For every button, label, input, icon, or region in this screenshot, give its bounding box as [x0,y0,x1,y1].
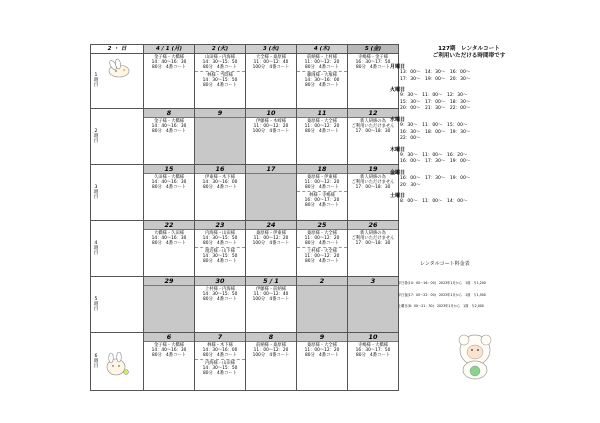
rate-line-weekday-day: 平日昼(10：00〜16：00) 2023年1月から 1面 ￥1,200 [398,281,486,285]
weekday-block [390,87,530,113]
schedule-table [90,44,399,391]
day-cell [144,165,195,221]
day-cell [297,277,348,333]
day-header-thu: 4 (木) [297,45,348,54]
available-times-list [390,64,530,206]
day-date: 8 [246,333,296,342]
booking-line: 14：30〜16：00 [202,180,238,186]
booking-line: 80分 4番コート [203,83,237,89]
day-date: 22 [144,221,194,230]
week-row [91,221,399,277]
weekday-block [390,117,530,143]
booking-line: 上村様・大全様 [306,249,338,255]
booking-line: 80分 4番コート [305,185,339,191]
weekday-block [390,64,530,83]
booking-line: 桑原様・伊東様 [255,231,287,236]
weekday-times: 9：30〜 11：00〜 15：00〜 16：30〜 18：00〜 19：30〜 22：00〜 [400,122,471,142]
day-date: 10 [246,109,296,118]
week-label-char: 目 [93,139,99,145]
booking-slot [297,174,347,190]
weekday-name: 金曜日 [390,169,406,176]
day-date: 26 [348,221,398,230]
booking-slot [195,247,245,264]
booking-line: 金子様・大橋様 [153,55,185,60]
booking-line: 内海様・山田様 [204,361,236,367]
booking-line: 14：30〜15：50 [202,366,238,372]
weekday-times: 8：00〜 11：00〜 14：00〜 [400,199,468,205]
day-date: 30 [195,277,245,286]
day-date: 10 [348,333,398,342]
day-date: 9 [297,333,347,342]
week-label-char: 週 [93,78,99,84]
week-label-cell [91,165,144,221]
week-label-char: 2 [94,128,98,134]
available-times-title-2: ご利用いただける時間帯です [432,53,506,59]
booking-line: 17：00〜18：30 [355,185,391,191]
booking-line: 桑原様・大全様 [306,343,338,348]
weekday-name: 土曜日 [390,193,406,200]
week-label-char: 1 [94,73,98,79]
booking-slot [297,71,347,88]
booking-line: 上村様・内海様 [204,287,236,292]
booking-slot [246,230,296,246]
day-header-wed: 3 (水) [246,45,297,54]
booking-line: 80分 4番コート [203,259,237,265]
booking-slot [195,359,245,376]
rates-title: レンタルコート料金表 [420,261,470,267]
booking-slot [297,230,347,246]
day-date: 19 [348,165,398,174]
week-row [91,333,399,391]
booking-slot [246,286,296,302]
rates-list [398,278,486,313]
day-date: 15 [144,165,194,174]
booking-line: 100分 4番コート [252,353,290,359]
available-times-title-1: 127期 レンタルコート [438,46,500,52]
day-date: 5 / 1 [246,277,296,286]
day-cell [144,54,195,109]
week-label-char: 目 [93,195,99,201]
booking-line: 11：00〜12：20 [304,254,340,260]
booking-line: 100分 4番コート [252,297,290,303]
booking-line: 100分 4番コート [252,241,290,247]
week-label [93,73,99,89]
booking-line: 80分 4番コート [203,371,237,377]
week-label-char: 週 [93,245,99,251]
day-cell [195,221,246,277]
day-cell [297,221,348,277]
week-label-cell [91,109,144,165]
booking-line: 11：00〜12：40 [253,60,289,66]
day-date: 6 [144,333,194,342]
week-label [93,185,99,201]
booking-slot [144,118,194,134]
booking-line: 14：30〜15：50 [202,254,238,260]
booking-line: 寺嶋様・大橋様 [357,343,389,348]
week-label-char: 目 [93,364,99,370]
weekday-name: 火曜日 [390,87,406,94]
booking-line: ご利用いただけません [351,124,395,130]
weekday-name: 水曜日 [390,116,406,123]
booking-line: 藤岡様・大塚様 [306,73,338,79]
booking-line: 新人研修の為 [360,119,386,124]
booking-line: 桑原様・大全様 [306,119,338,124]
booking-line: 80分 4番コート [356,353,390,359]
weekday-block [390,193,530,206]
weekday-name: 木曜日 [390,146,406,153]
booking-line: 11：00〜12：20 [304,60,340,66]
week-label-char: 週 [93,189,99,195]
booking-line: 80分 4番コート [203,185,237,191]
week-label-char: 目 [93,307,99,313]
day-cell [246,333,297,391]
booking-line: 14：40〜16：30 [151,348,187,354]
booking-line: 14：30〜15：50 [202,78,238,84]
weekday-times: 16：00〜 17：30〜 19：00〜 20：30〜 [400,175,471,188]
booking-line: 林様・当間様 [207,73,233,79]
booking-line: 14：40〜16：30 [151,180,187,186]
sheep-mascot-icon [452,330,498,382]
day-cell [297,109,348,165]
day-cell [246,109,297,165]
booking-slot [348,230,398,246]
booking-line: 17：00〜18：30 [355,129,391,135]
booking-line: 14：30〜15：50 [202,236,238,242]
booking-line: 伊藤様・木崎様 [255,119,287,124]
booking-line: 16：30〜17：50 [355,60,391,66]
booking-line: 80分 4番コート [305,203,339,209]
booking-line: 山田様・内海様 [204,55,236,60]
booking-line: 大全様・桑原様 [255,55,287,60]
booking-line: 80分 4番コート [203,297,237,303]
booking-line: 桑原様・大全様 [306,231,338,236]
booking-slot [297,191,347,208]
booking-line: ご利用いただけません [351,236,395,242]
weekday-block [390,170,530,189]
booking-slot [246,342,296,358]
booking-line: 11：00〜12：20 [253,124,289,130]
booking-line: 14：40〜16：30 [151,236,187,242]
booking-line: 14：30〜15：50 [202,60,238,66]
booking-line: 伊東様・木下様 [204,175,236,180]
booking-slot [246,118,296,134]
booking-line: 11：00〜12：20 [304,348,340,354]
booking-line: 100分 4番コート [252,129,290,135]
booking-line: ご利用いただけません [351,180,395,186]
day-date: 2 [297,277,347,286]
rate-line-weekday-night: 平日夜(17：00〜22：00) 2023年1月から 1面 ￥1,500 [398,292,486,297]
day-cell [246,221,297,277]
booking-line: 80分 4番コート [152,353,186,359]
booking-line: 80分 4番コート [305,259,339,265]
booking-line: 100分 4番コート [252,65,290,71]
booking-line: 寺嶋様・金子様 [357,55,389,60]
day-header-mon: 4 / 1 (月) [144,45,195,54]
booking-line: 14：30〜15：50 [202,292,238,298]
booking-line: 新人研修の為 [360,231,386,236]
booking-line: 80分 4番コート [203,241,237,247]
booking-line: 大橋様・久田様 [153,231,185,236]
booking-slot [195,54,245,70]
booking-line: 渡辺様・山下様 [204,249,236,255]
booking-slot [297,54,347,70]
day-header-tue: 2 (火) [195,45,246,54]
day-date: 18 [297,165,347,174]
booking-slot [297,342,347,358]
day-date: 3 [348,277,398,286]
day-cell [195,54,246,109]
weekday-block [390,147,530,166]
week-label-char: 週 [93,133,99,139]
day-cell [195,333,246,391]
available-times-panel [390,46,530,206]
weekday-times: 9：30〜 11：00〜 16：20〜 16：00〜 17：30〜 19：00〜 [400,152,471,165]
weekday-times: 13：00〜 14：30〜 16：00〜 17：30〜 19：00〜 20：30〜 [400,70,471,82]
booking-slot [195,174,245,190]
day-date: 8 [144,109,194,118]
booking-line: 11：00〜12：20 [304,124,340,130]
week-label-char: 目 [93,83,99,89]
booking-line: 11：00〜12：20 [304,236,340,242]
booking-line: 桑原様・伊東様 [306,175,338,180]
corner-header: 2 ・ 日 [91,45,144,54]
rabbit-mascot-icon [104,58,134,80]
booking-line: 14：30〜16：00 [304,78,340,84]
booking-slot [195,342,245,358]
booking-line: 金子様・大橋様 [153,343,185,348]
day-date: 23 [195,221,245,230]
booking-slot [297,247,347,264]
booking-line: 14：40〜16：30 [151,124,187,130]
week-row [91,109,399,165]
booking-slot [246,54,296,70]
booking-line: 11：00〜12：20 [253,236,289,242]
booking-line: 新人研修の為 [360,175,386,180]
booking-slot [195,286,245,302]
day-cell [246,165,297,221]
day-date: 24 [246,221,296,230]
booking-line: 80分 4番コート [305,83,339,89]
week-label-char: 週 [93,301,99,307]
week-label [93,297,99,313]
day-cell [144,109,195,165]
week-row [91,277,399,333]
week-label-cell [91,221,144,277]
booking-line: 17：00〜18：30 [355,241,391,247]
day-cell [144,221,195,277]
day-cell [297,333,348,391]
booking-line: 内海様・山田様 [204,231,236,236]
booking-slot [144,54,194,70]
day-date: 7 [195,333,245,342]
booking-slot [297,118,347,134]
booking-slot [195,71,245,88]
weekday-name: 月曜日 [390,64,406,70]
week-label [93,129,99,145]
week-label [93,354,99,370]
booking-line: 11：00〜12：20 [304,180,340,186]
week-label-char: 5 [94,296,98,302]
day-date: 16 [195,165,245,174]
week-label-char: 6 [94,353,98,359]
day-cell [297,165,348,221]
booking-line: 80分 4番コート [305,129,339,135]
booking-slot [144,230,194,246]
booking-line: 80分 4番コート [152,241,186,247]
booking-line: 林様・寺嶋様 [309,193,335,199]
rate-line-saturday: 土曜日(8：00〜21：30) 2023年1月から 1面 ￥2,000 [398,304,484,308]
day-cell [195,277,246,333]
booking-slot [144,342,194,358]
day-cell [297,54,348,109]
booking-line: 80分 4番コート [305,353,339,359]
booking-line: 久田様・大橋様 [153,175,185,180]
day-cell [246,54,297,109]
booking-line: 伊藤様・前納様 [255,287,287,292]
day-cell [348,333,399,391]
booking-line: 80分 4番コート [152,65,186,71]
day-cell [348,221,399,277]
day-cell [144,333,195,391]
booking-line: 11：00〜12：20 [253,348,289,354]
week-label-char: 3 [94,184,98,190]
booking-line: 14：30〜16：00 [202,348,238,354]
day-date: 17 [246,165,296,174]
day-date: 12 [348,109,398,118]
booking-line: 80分 4番コート [356,65,390,71]
day-cell [246,277,297,333]
booking-line: 金子様・大橋様 [153,119,185,124]
booking-line: 80分 4番コート [152,129,186,135]
booking-line: 16：00〜17：20 [304,198,340,204]
day-date: 25 [297,221,347,230]
booking-line: 前納様・上村様 [306,55,338,60]
schedule-body [91,54,399,391]
booking-line: 林様・木下様 [207,343,233,348]
day-date: 9 [195,109,245,118]
day-date: 29 [144,277,194,286]
day-date: 11 [297,109,347,118]
booking-slot [348,342,398,358]
day-cell [195,165,246,221]
booking-line: 前納様・桑原様 [255,343,287,348]
day-cell [144,277,195,333]
booking-line: 80分 4番コート [305,241,339,247]
booking-line: 80分 4番コート [305,65,339,71]
day-cell [195,109,246,165]
booking-slot [195,230,245,246]
week-row [91,54,399,109]
week-label-char: 4 [94,240,98,246]
booking-line: 80分 4番コート [203,353,237,359]
week-label [93,241,99,257]
week-label-cell [91,277,144,333]
day-cell [348,277,399,333]
booking-line: 80分 4番コート [203,65,237,71]
booking-line: 80分 4番コート [152,185,186,191]
booking-line: 14：40〜16：30 [151,60,187,66]
day-header-fri: 5 (金) [348,45,399,54]
booking-slot [144,174,194,190]
week-row [91,165,399,221]
booking-line: 16：30〜17：50 [355,348,391,354]
week-label-char: 目 [93,251,99,257]
week-label-char: 週 [93,358,99,364]
weekday-times: 9：30〜 11：00〜 12：30〜 15：30〜 17：00〜 18：30〜 20：00〜 21：30〜 22：00〜 [400,93,471,112]
booking-line: 11：00〜12：40 [253,292,289,298]
rabbit-tennis-mascot-icon [102,352,132,378]
